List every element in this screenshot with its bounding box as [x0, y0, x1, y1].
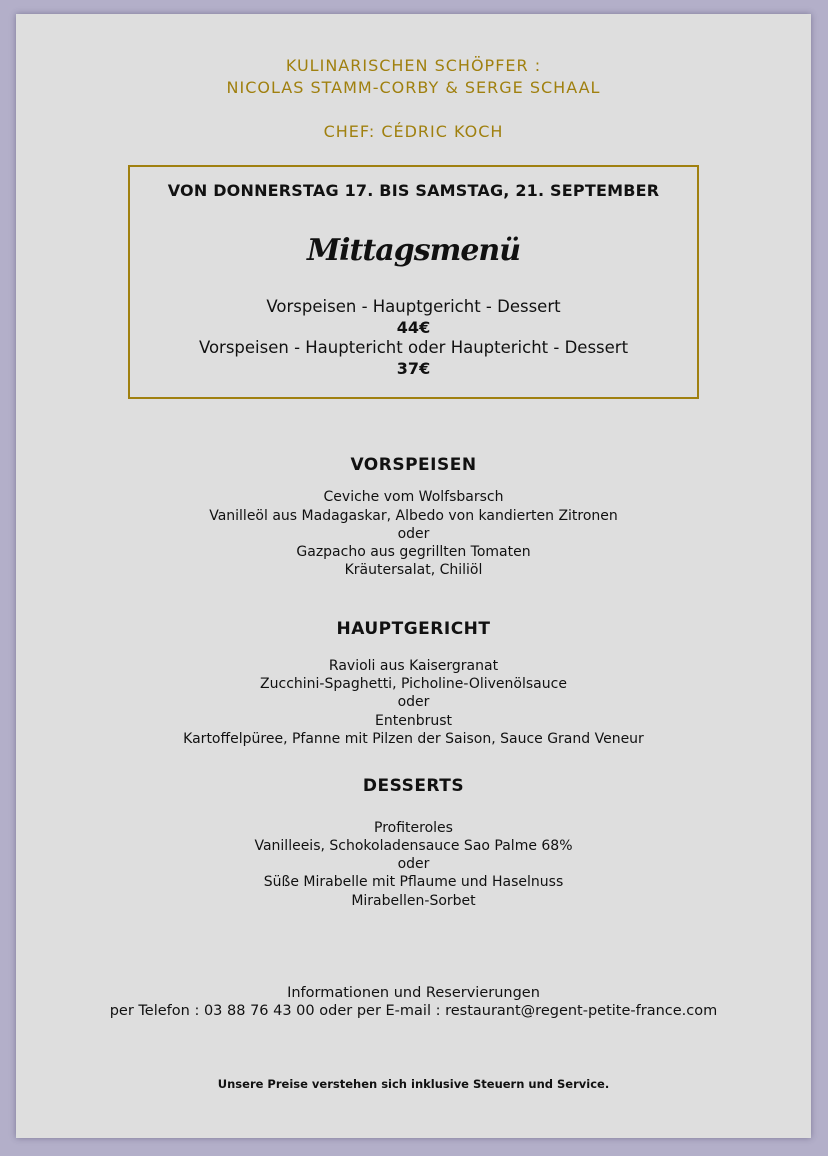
dessert-desc-2: Mirabellen-Sorbet — [351, 893, 476, 909]
menu-option-1: Vorspeisen - Hauptgericht - Dessert — [266, 297, 561, 316]
section-title-starters: VORSPEISEN — [350, 455, 477, 475]
info-title: Informationen und Reservierungen — [287, 985, 540, 1001]
dessert-dish-1: Profiteroles — [374, 820, 453, 836]
main-desc-1: Zucchini-Spaghetti, Picholine-Olivenölsauce — [260, 676, 567, 692]
lunch-menu-box — [128, 165, 699, 399]
main-or: oder — [397, 694, 430, 710]
starter-desc-1: Vanilleöl aus Madagaskar, Albedo von kandierten Zitronen — [209, 508, 618, 524]
menu-dates: VON DONNERSTAG 17. BIS SAMSTAG, 21. SEPTEMBER — [167, 181, 660, 200]
dessert-dish-2: Süße Mirabelle mit Pflaume und Haselnuss — [263, 874, 564, 890]
creators-names: NICOLAS STAMM-CORBY & SERGE SCHAAL — [226, 78, 601, 97]
menu-title: Mittagsmenü — [306, 233, 521, 268]
main-desc-2: Kartoffelpüree, Pfanne mit Pilzen der Saison, Sauce Grand Veneur — [183, 731, 644, 747]
creators-label: KULINARISCHEN SCHÖPFER : — [285, 56, 542, 75]
price-note: Unsere Preise verstehen sich inklusive Steuern und Service. — [217, 1077, 610, 1091]
starter-or: oder — [397, 526, 430, 542]
main-dish-1: Ravioli aus Kaisergranat — [328, 658, 499, 674]
info-contact: per Telefon : 03 88 76 43 00 oder per E-mail : restaurant@regent-petite-france.com — [109, 1003, 718, 1019]
starter-dish-2: Gazpacho aus gegrillten Tomaten — [296, 544, 531, 560]
starter-dish-1: Ceviche vom Wolfsbarsch — [323, 489, 504, 505]
chef-name: CHEF: CÉDRIC KOCH — [323, 122, 504, 141]
main-dish-2: Entenbrust — [375, 713, 452, 729]
section-title-mains: HAUPTGERICHT — [336, 619, 491, 639]
menu-page — [16, 14, 811, 1138]
menu-option-2: Vorspeisen - Hauptericht oder Hauptericht - Dessert — [198, 338, 629, 357]
menu-price-2: 37€ — [396, 359, 431, 378]
starter-desc-2: Kräutersalat, Chiliöl — [344, 562, 483, 578]
menu-price-1: 44€ — [396, 318, 431, 337]
dessert-or: oder — [397, 856, 430, 872]
dessert-desc-1: Vanilleeis, Schokoladensauce Sao Palme 68% — [254, 838, 573, 854]
section-title-desserts: DESSERTS — [362, 776, 465, 796]
